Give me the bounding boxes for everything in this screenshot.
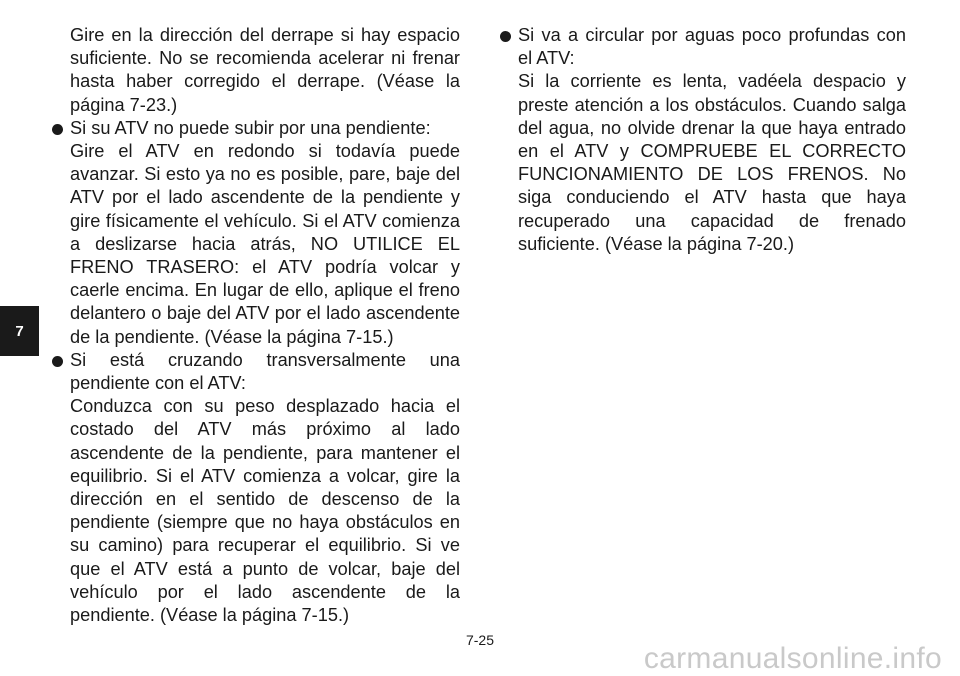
bullet-body: Gire el ATV en redondo si todavía puede avanzar. Si esto ya no es posible, pare, baje del ATV por el lado ascendente de la pendiente y gire físicamente el vehículo. Si el ATV comienza a deslizarse hacia atrás, NO UTILICE EL FRENO TRASERO: el ATV podría volcar y caerle encima. En lugar de ello, aplique el freno delantero o baje del ATV por el lado ascendente de la pendiente. (Véase la página 7-15.): [70, 141, 460, 347]
right-column: [498, 24, 906, 256]
bullet-icon: [52, 124, 63, 135]
bullet-icon: [52, 356, 63, 367]
left-column: [50, 24, 460, 627]
bullet-heading: Si va a circular por aguas poco profundas con el ATV:: [518, 25, 906, 69]
watermark: carmanualsonline.info: [643, 642, 942, 675]
chapter-tab-number: 7: [15, 322, 24, 340]
bullet-item-crossing: [50, 349, 460, 627]
bullet-body: Conduzca con su peso desplazado hacia el costado del ATV más próximo al lado ascendente de la pendiente, para mantener el equilibrio. Si el ATV comienza a volcar, gire la dirección en el sentido de descenso de la pendiente (siempre que no haya obstáculos en su camino) para recuperar el equilibrio. Si ve que el ATV está a punto de volcar, baje del vehículo por el lado ascendente de la pendiente. (Véase la página 7-15.): [70, 396, 460, 626]
bullet-heading: Si su ATV no puede subir por una pendiente:: [70, 117, 431, 138]
chapter-tab: [0, 306, 39, 356]
bullet-item-uphill: [50, 117, 460, 349]
bullet-icon: [500, 31, 511, 42]
bullet-item-water: [498, 24, 906, 256]
intro-paragraph: Gire en la dirección del derrape si hay espacio suficiente. No se recomienda acelerar ni frenar hasta haber corregido el derrape. (Véase la página 7-23.): [70, 25, 460, 115]
bullet-body: Si la corriente es lenta, vadéela despacio y preste atención a los obstáculos. Cuando salga del agua, no olvide drenar la que haya entrado en el ATV y COMPRUEBE EL CORRECTO FUNCIONAMIENTO DE LOS FRENOS. No siga conduciendo el ATV hasta que haya recuperado una capacidad de frenado suficiente. (Véase la página 7-20.): [518, 71, 906, 254]
bullet-heading: Si está cruzando transversalmente una pendiente con el ATV:: [70, 349, 460, 394]
page-number: 7-25: [465, 632, 495, 648]
